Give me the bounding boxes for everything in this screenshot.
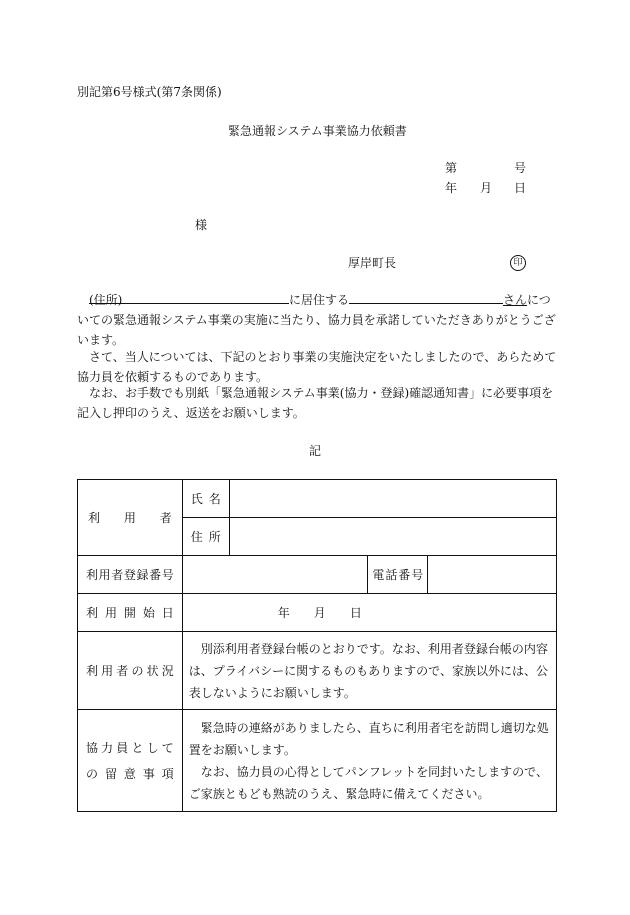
table-row (78, 556, 557, 594)
resides-text: に居住する (289, 293, 350, 307)
date-month: 月 (480, 181, 493, 195)
address-label: (住所) (89, 293, 123, 307)
info-table (77, 479, 557, 812)
issuer-name: 厚岸町長 (348, 256, 397, 270)
start-year: 年 (277, 606, 290, 620)
start-day: 日 (349, 606, 362, 620)
start-label: 利用開始日 (78, 594, 183, 632)
doc-number-suffix: 号 (514, 161, 527, 175)
intro-paragraph (77, 290, 557, 350)
table-row (78, 710, 557, 812)
document-title: 緊急通報システム事業協力依頼書 (228, 124, 407, 138)
start-date-cell[interactable] (182, 594, 556, 632)
table-row (78, 594, 557, 632)
intro-line-1 (77, 290, 557, 310)
doc-number-prefix: 第 (445, 161, 458, 175)
date-day: 日 (514, 181, 527, 195)
reg-no-label: 利用者登録番号 (78, 556, 183, 594)
phone-value[interactable] (428, 556, 557, 594)
intro-line1-rest: につ (527, 293, 551, 307)
seal-mark-icon: 印 (510, 255, 526, 271)
start-month: 月 (313, 606, 326, 620)
name-label: 氏名 (182, 480, 229, 518)
address-field-label: 住所 (182, 518, 229, 556)
name-blank (349, 290, 503, 304)
notes-text-2: なお、協力員の心得としてパンフレットを同封いたしますので、ご家族ともども熟読のうえ、緊急時に備えてください。 (188, 764, 548, 801)
status-label: 利用者の状況 (78, 632, 183, 710)
reg-no-value[interactable] (182, 556, 368, 594)
form-id: 別記第6号様式(第7条関係) (77, 85, 222, 99)
phone-label: 電話番号 (368, 556, 428, 594)
addressee-honorific: 様 (195, 218, 208, 232)
notes-label (78, 710, 183, 812)
status-cell (182, 632, 556, 710)
san-text: さん (503, 293, 528, 307)
user-label: 利用者 (78, 480, 183, 556)
ki-heading: 記 (309, 444, 322, 458)
table-row (78, 632, 557, 710)
notes-label-line-2: の留意事項 (86, 766, 174, 781)
paragraph-3: なお、お手数でも別紙「緊急通報システム事業(協力・登録)確認通知書」に必要事項を記入し押印のうえ、返送をお願いします。 (77, 386, 554, 420)
intro-continuation: いての緊急通報システム事業の実施に当たり、協力員を承諾していただきありがとうございます。 (77, 313, 556, 347)
date-year: 年 (445, 181, 458, 195)
address-value[interactable] (229, 518, 556, 556)
notes-text-1: 緊急時の連絡がありましたら、直ちに利用者宅を訪問し適切な処置をお願いします。 (188, 720, 549, 757)
paragraph-2: さて、当人については、下記のとおり事業の実施決定をいたしましたので、あらためて協力員を依頼するものであります。 (77, 350, 557, 384)
name-value[interactable] (229, 480, 556, 518)
notes-cell (182, 710, 556, 812)
notes-label-line-1: 協力員として (86, 740, 174, 755)
table-row (78, 480, 557, 518)
status-text: 別添利用者登録台帳のとおりです。なお、利用者登録台帳の内容は、プライバシーに関するものもありますので、家族以外には、公表しないようにお願いします。 (188, 641, 548, 700)
address-blank (89, 290, 289, 307)
